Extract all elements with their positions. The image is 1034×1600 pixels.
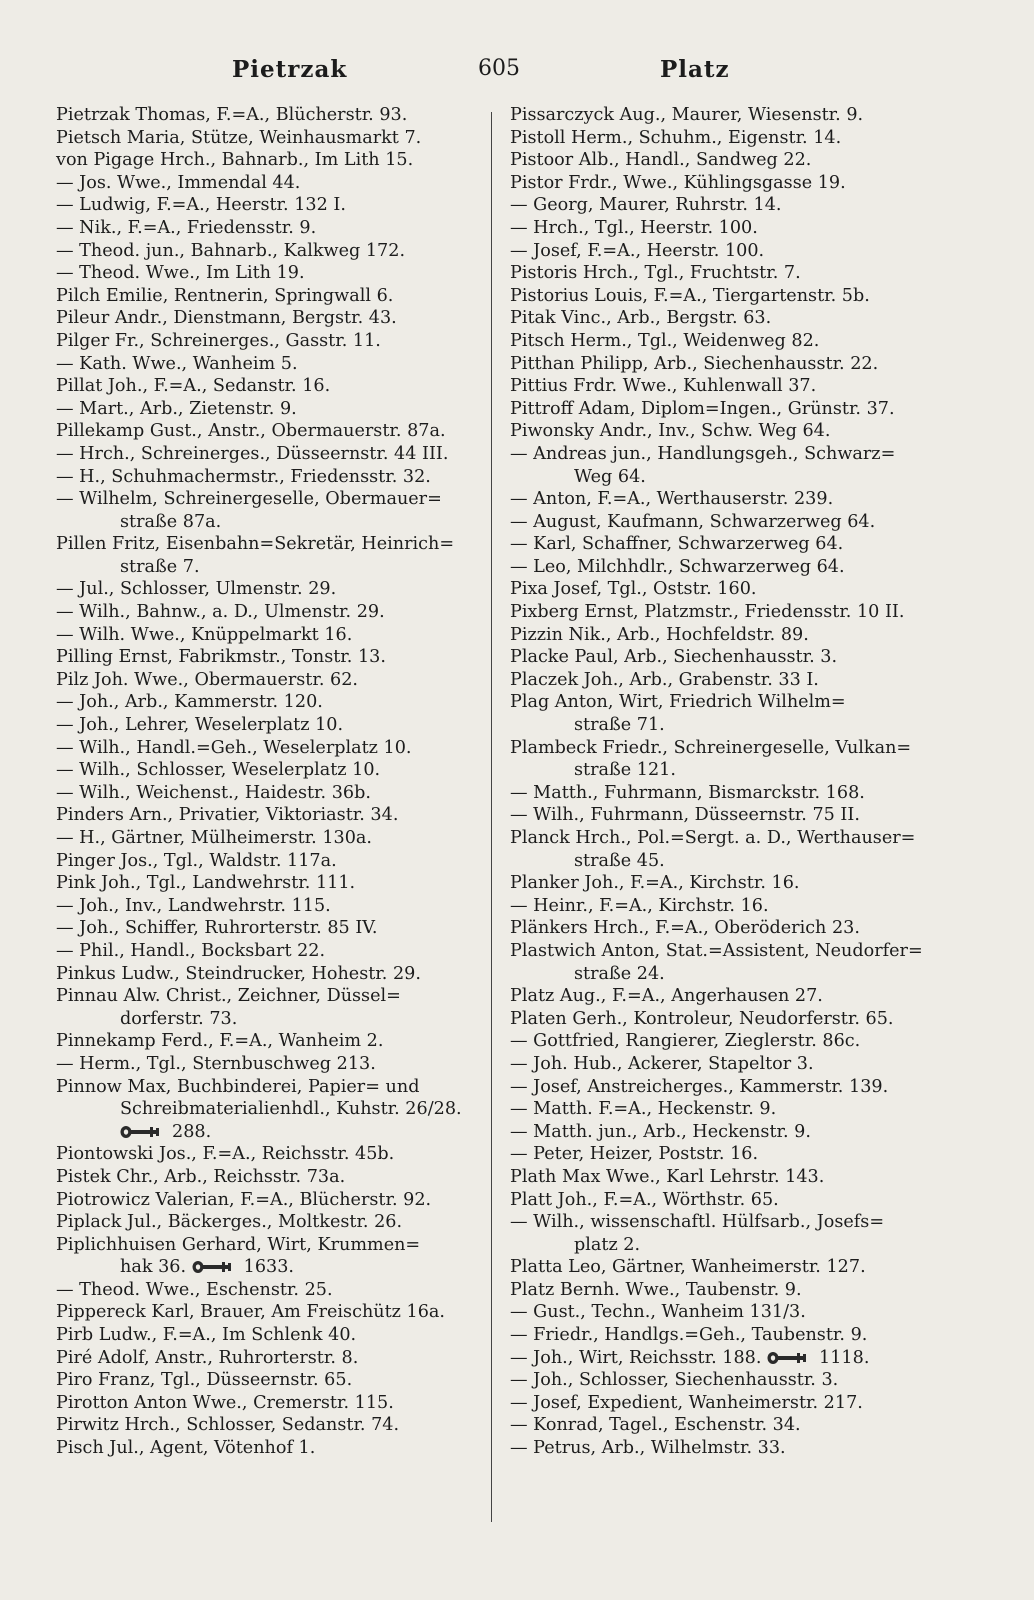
entry-text: — Peter, Heizer, Poststr. 16. [510,1144,759,1165]
page-number: 605 [478,56,520,81]
entry-text: — Josef, F.=A., Heerstr. 100. [510,240,765,261]
entry-text: Pissarczyck Aug., Maurer, Wiesenstr. 9. [510,105,864,125]
directory-entry [510,488,948,511]
directory-entry [56,782,484,805]
entry-text: Pinnau Alw. Christ., Zeichner, Düssel= [56,986,401,1007]
entry-text: — Friedr., Handlgs.=Geh., Taubenstr. 9. [510,1325,868,1346]
directory-entry [56,1166,484,1189]
directory-entry [56,1211,484,1234]
entry-text: — Wilh., wissenschaftl. Hülfsarb., Josefs= [510,1212,885,1233]
directory-entry [510,307,948,330]
directory-entry [56,488,484,533]
directory-entry [56,194,484,217]
telephone-key-icon [192,1260,236,1274]
directory-entry [510,1369,948,1392]
directory-entry [510,1279,948,1302]
directory-entry [56,1076,484,1144]
entry-text: Pilz Joh. Wwe., Obermauerstr. 62. [56,669,359,690]
entry-text: Pietsch Maria, Stütze, Weinhausmarkt 7. [56,127,422,148]
directory-entry [56,240,484,263]
directory-entry [510,1166,948,1189]
entry-text: Plath Max Wwe., Karl Lehrstr. 143. [510,1166,825,1187]
directory-entry [510,511,948,534]
entry-text: — Wilh., Handl.=Geh., Weselerplatz 10. [56,737,412,758]
directory-entry [56,963,484,986]
directory-entry [510,149,948,172]
entry-text: Piro Franz, Tgl., Düsseernstr. 65. [56,1370,353,1391]
directory-entry [510,1098,948,1121]
entry-text: Pilger Fr., Schreinerges., Gasstr. 11. [56,330,381,351]
directory-entry [56,624,484,647]
directory-entry [56,149,484,172]
entry-text: — Jul., Schlosser, Ulmenstr. 29. [56,579,337,600]
entry-continuation: straße 87a. [120,511,222,532]
entry-continuation: 288. [56,1121,484,1144]
entry-text: Platta Leo, Gärtner, Wanheimerstr. 127. [510,1257,866,1278]
entry-text: Plambeck Friedr., Schreinergeselle, Vulkan= [510,737,912,758]
entry-text: Pilling Ernst, Fabrikmstr., Tonstr. 13. [56,647,386,668]
directory-entry [510,1392,948,1415]
entry-text: Plag Anton, Wirt, Friedrich Wilhelm= [510,692,846,713]
directory-entry [56,330,484,353]
entry-text: Pinger Jos., Tgl., Waldstr. 117a. [56,850,337,871]
entry-text: Pitak Vinc., Arb., Bergstr. 63. [510,308,772,329]
directory-column-left [56,104,484,1460]
entry-text: — Joh., Wirt, Reichsstr. 188. 1118. [510,1347,870,1368]
entry-continuation: straße 45. [574,850,665,871]
directory-entry [510,1121,948,1144]
entry-text: Pillen Fritz, Eisenbahn=Sekretär, Heinrich= [56,534,455,555]
directory-entry [510,127,948,150]
directory-entry [510,262,948,285]
entry-text: — Matth. F.=A., Heckenstr. 9. [510,1099,777,1120]
directory-entry [56,375,484,398]
directory-entry [56,420,484,443]
entry-text: — Wilh., Weichenst., Haidestr. 36b. [56,782,371,803]
running-head-left: Pietrzak [232,56,348,83]
entry-text: Pinders Arn., Privatier, Viktoriastr. 34. [56,805,399,826]
entry-text: Placke Paul, Arb., Siechenhausstr. 3. [510,647,838,668]
directory-entry [510,669,948,692]
directory-entry [510,217,948,240]
entry-text: — Hrch., Tgl., Heerstr. 100. [510,217,758,238]
entry-continuation: straße 7. [120,556,200,577]
directory-entry [56,804,484,827]
entry-text: — Theod. jun., Bahnarb., Kalkweg 172. [56,240,406,261]
entry-text: Pistorius Louis, F.=A., Tiergartenstr. 5b. [510,285,870,306]
directory-entry [510,691,948,736]
directory-entry [56,262,484,285]
entry-text: — Georg, Maurer, Ruhrstr. 14. [510,195,782,216]
directory-entry [510,556,948,579]
entry-continuation: straße 24. [574,963,665,984]
directory-entry [56,1030,484,1053]
directory-entry [510,646,948,669]
directory-entry [56,466,484,489]
directory-entry [510,940,948,985]
directory-entry [56,872,484,895]
entry-text: Pixa Josef, Tgl., Oststr. 160. [510,579,757,600]
entry-text: — Joh., Lehrer, Weselerplatz 10. [56,715,344,736]
directory-entry [56,443,484,466]
directory-entry [510,1189,948,1212]
directory-entry [56,917,484,940]
directory-entry [510,1347,948,1370]
entry-continuation: platz 2. [574,1234,641,1255]
entry-text: — Ludwig, F.=A., Heerstr. 132 I. [56,195,346,216]
directory-entry [56,1189,484,1212]
directory-entry [56,533,484,578]
entry-continuation: hak 36. 1633. [120,1257,295,1278]
directory-entry [56,714,484,737]
directory-entry [56,398,484,421]
entry-text: Pisch Jul., Agent, Vötenhof 1. [56,1438,316,1459]
directory-entry [56,1347,484,1370]
telephone-key-icon [767,1351,811,1365]
directory-entry [510,420,948,443]
directory-entry [510,1053,948,1076]
directory-entry [56,601,484,624]
entry-text: Pixberg Ernst, Platzmstr., Friedensstr. 10 II. [510,602,905,623]
directory-entry [56,850,484,873]
entry-text: — Joh., Inv., Landwehrstr. 115. [56,895,331,916]
directory-entry [510,601,948,624]
entry-text: — Karl, Schaffner, Schwarzerweg 64. [510,534,844,555]
entry-text: — Joh., Arb., Kammerstr. 120. [56,692,323,713]
entry-text: Pittius Frdr. Wwe., Kuhlenwall 37. [510,376,817,397]
entry-text: — Wilh. Wwe., Knüppelmarkt 16. [56,624,353,645]
entry-text: Pistor Frdr., Wwe., Kühlingsgasse 19. [510,172,846,193]
entry-text: Pietrzak Thomas, F.=A., Blücherstr. 93. [56,105,408,125]
entry-text: — August, Kaufmann, Schwarzerweg 64. [510,511,876,532]
entry-text: — Wilh., Fuhrmann, Düsseernstr. 75 II. [510,805,860,826]
entry-continuation: Schreibmaterialienhdl., Kuhstr. 26/28. [120,1099,462,1120]
directory-entry [510,624,948,647]
entry-text: — Jos. Wwe., Immendal 44. [56,172,301,193]
entry-text: Pinnekamp Ferd., F.=A., Wanheim 2. [56,1031,384,1052]
directory-entry [56,285,484,308]
entry-text: — Heinr., F.=A., Kirchstr. 16. [510,895,769,916]
column-divider [491,112,492,1522]
entry-text: — Phil., Handl., Bocksbart 22. [56,940,326,961]
entry-text: — Kath. Wwe., Wanheim 5. [56,353,298,374]
directory-entry [510,353,948,376]
entry-text: — Joh., Schlosser, Siechenhausstr. 3. [510,1370,839,1391]
entry-continuation: Weg 64. [574,466,646,487]
directory-entry [510,1143,948,1166]
directory-entry [510,104,948,127]
entry-continuation: straße 71. [574,715,665,736]
entry-text: — Theod. Wwe., Eschenstr. 25. [56,1279,333,1300]
directory-entry [510,578,948,601]
entry-text: — Gottfried, Rangierer, Zieglerstr. 86c. [510,1031,861,1052]
page-header [0,56,1034,96]
entry-text: Pillekamp Gust., Anstr., Obermauerstr. 87a. [56,421,446,442]
entry-text: — H., Schuhmachermstr., Friedensstr. 32. [56,466,431,487]
entry-text: — Leo, Milchhdlr., Schwarzerweg 64. [510,556,845,577]
directory-entry [56,578,484,601]
entry-text: Pitthan Philipp, Arb., Siechenhausstr. 22. [510,353,879,374]
entry-text: — Nik., F.=A., Friedensstr. 9. [56,217,317,238]
directory-entry [56,1053,484,1076]
directory-entry [510,985,948,1008]
directory-entry [510,737,948,782]
directory-entry [510,285,948,308]
entry-text: Planker Joh., F.=A., Kirchstr. 16. [510,873,800,894]
entry-text: Piotrowicz Valerian, F.=A., Blücherstr. 92. [56,1189,432,1210]
entry-text: — Anton, F.=A., Werthauserstr. 239. [510,489,834,510]
directory-entry [510,872,948,895]
entry-text: — Matth. jun., Arb., Heckenstr. 9. [510,1121,811,1142]
directory-entry [56,307,484,330]
directory-entry [56,669,484,692]
directory-entry [510,398,948,421]
directory-entry [56,895,484,918]
entry-text: — Josef, Expedient, Wanheimerstr. 217. [510,1392,863,1413]
entry-continuation: dorferstr. 73. [120,1008,238,1029]
entry-text: Pirb Ludw., F.=A., Im Schlenk 40. [56,1325,357,1346]
entry-text: — Gust., Techn., Wanheim 131/3. [510,1302,806,1323]
entry-text: von Pigage Hrch., Bahnarb., Im Lith 15. [56,150,414,171]
entry-text: Pittroff Adam, Diplom=Ingen., Grünstr. 37. [510,398,895,419]
entry-text: Pilch Emilie, Rentnerin, Springwall 6. [56,285,394,306]
directory-entry [56,172,484,195]
directory-entry [510,1030,948,1053]
directory-entry [56,1437,484,1460]
directory-entry [56,1301,484,1324]
entry-text: Pippereck Karl, Brauer, Am Freischütz 16a. [56,1302,446,1323]
directory-entry [56,127,484,150]
directory-entry [56,1234,484,1279]
entry-text: Piontowski Jos., F.=A., Reichsstr. 45b. [56,1144,395,1165]
entry-text: Pistoris Hrch., Tgl., Fruchtstr. 7. [510,263,801,284]
directory-entry [56,353,484,376]
directory-entry [510,1324,948,1347]
directory-entry [56,104,484,127]
directory-entry [510,172,948,195]
entry-text: Pinkus Ludw., Steindrucker, Hohestr. 29. [56,963,421,984]
entry-text: Pistoor Alb., Handl., Sandweg 22. [510,150,812,171]
entry-text: Pinnow Max, Buchbinderei, Papier= und [56,1076,420,1097]
entry-text: Planck Hrch., Pol.=Sergt. a. D., Werthauser= [510,828,916,848]
directory-entry [56,646,484,669]
entry-text: Plastwich Anton, Stat.=Assistent, Neudorfer= [510,940,923,961]
directory-entry [56,985,484,1030]
entry-continuation: straße 121. [574,760,676,781]
directory-entry [56,1143,484,1166]
entry-text: — Joh. Hub., Ackerer, Stapeltor 3. [510,1053,814,1074]
running-head-right: Platz [660,56,730,83]
directory-entry [56,1392,484,1415]
entry-text: Piplack Jul., Bäckerges., Moltkestr. 26. [56,1212,403,1233]
entry-text: — Andreas jun., Handlungsgeh., Schwarz= [510,443,896,464]
directory-entry [510,1301,948,1324]
directory-entry [56,737,484,760]
directory-entry [510,895,948,918]
directory-entry [56,940,484,963]
entry-text: — Herm., Tgl., Sternbuschweg 213. [56,1053,376,1074]
entry-text: — Konrad, Tagel., Eschenstr. 34. [510,1415,801,1436]
directory-entry [510,1008,948,1031]
entry-text: Platz Bernh. Wwe., Taubenstr. 9. [510,1279,802,1300]
entry-text: Pistoll Herm., Schuhm., Eigenstr. 14. [510,127,842,148]
directory-entry [510,804,948,827]
entry-text: — Wilhelm, Schreinergeselle, Obermauer= [56,489,442,510]
directory-entry [510,533,948,556]
entry-text: Platen Gerh., Kontroleur, Neudorferstr. 65. [510,1008,894,1029]
entry-text: Pizzin Nik., Arb., Hochfeldstr. 89. [510,624,809,645]
directory-entry [56,827,484,850]
entry-text: — Joh., Schiffer, Ruhrorterstr. 85 IV. [56,918,378,939]
directory-entry [510,1076,948,1099]
entry-text: Platt Joh., F.=A., Wörthstr. 65. [510,1189,779,1210]
directory-entry [510,240,948,263]
telephone-key-icon [120,1125,164,1139]
directory-entry [56,1369,484,1392]
directory-entry [510,827,948,872]
entry-text: Piré Adolf, Anstr., Ruhrorterstr. 8. [56,1347,359,1368]
directory-entry [56,759,484,782]
entry-text: — Josef, Anstreicherges., Kammerstr. 139. [510,1076,889,1097]
entry-text: — Hrch., Schreinerges., Düsseernstr. 44 III. [56,443,449,464]
directory-entry [510,375,948,398]
entry-text: — H., Gärtner, Mülheimerstr. 130a. [56,828,373,848]
directory-entry [510,1414,948,1437]
entry-text: Pink Joh., Tgl., Landwehrstr. 111. [56,873,356,894]
entry-text: Piwonsky Andr., Inv., Schw. Weg 64. [510,421,831,442]
entry-text: Pirwitz Hrch., Schlosser, Sedanstr. 74. [56,1415,400,1436]
directory-entry [510,194,948,217]
entry-text: Pillat Joh., F.=A., Sedanstr. 16. [56,376,331,397]
directory-entry [510,1256,948,1279]
entry-text: Pitsch Herm., Tgl., Weidenweg 82. [510,330,820,351]
directory-entry [510,782,948,805]
directory-column-right [510,104,948,1460]
entry-text: — Wilh., Schlosser, Weselerplatz 10. [56,760,381,781]
directory-entry [56,691,484,714]
entry-text: — Matth., Fuhrmann, Bismarckstr. 168. [510,782,865,803]
entry-text: Pirotton Anton Wwe., Cremerstr. 115. [56,1392,394,1413]
entry-text: Piplichhuisen Gerhard, Wirt, Krummen= [56,1234,421,1255]
directory-entry [56,1324,484,1347]
entry-text: — Theod. Wwe., Im Lith 19. [56,263,305,284]
directory-entry [510,917,948,940]
directory-entry [510,330,948,353]
entry-text: Pistek Chr., Arb., Reichsstr. 73a. [56,1166,346,1187]
directory-entry [56,1414,484,1437]
entry-text: Placzek Joh., Arb., Grabenstr. 33 I. [510,669,819,690]
directory-entry [56,1279,484,1302]
directory-entry [510,1211,948,1256]
directory-entry [510,1437,948,1460]
entry-text: — Mart., Arb., Zietenstr. 9. [56,398,297,419]
directory-entry [56,217,484,240]
directory-entry [510,443,948,488]
entry-text: Platz Aug., F.=A., Angerhausen 27. [510,986,823,1007]
entry-text: Pileur Andr., Dienstmann, Bergstr. 43. [56,308,397,329]
entry-text: — Petrus, Arb., Wilhelmstr. 33. [510,1438,786,1459]
entry-text: Plänkers Hrch., F.=A., Oberöderich 23. [510,918,860,939]
entry-text: — Wilh., Bahnw., a. D., Ulmenstr. 29. [56,602,385,623]
